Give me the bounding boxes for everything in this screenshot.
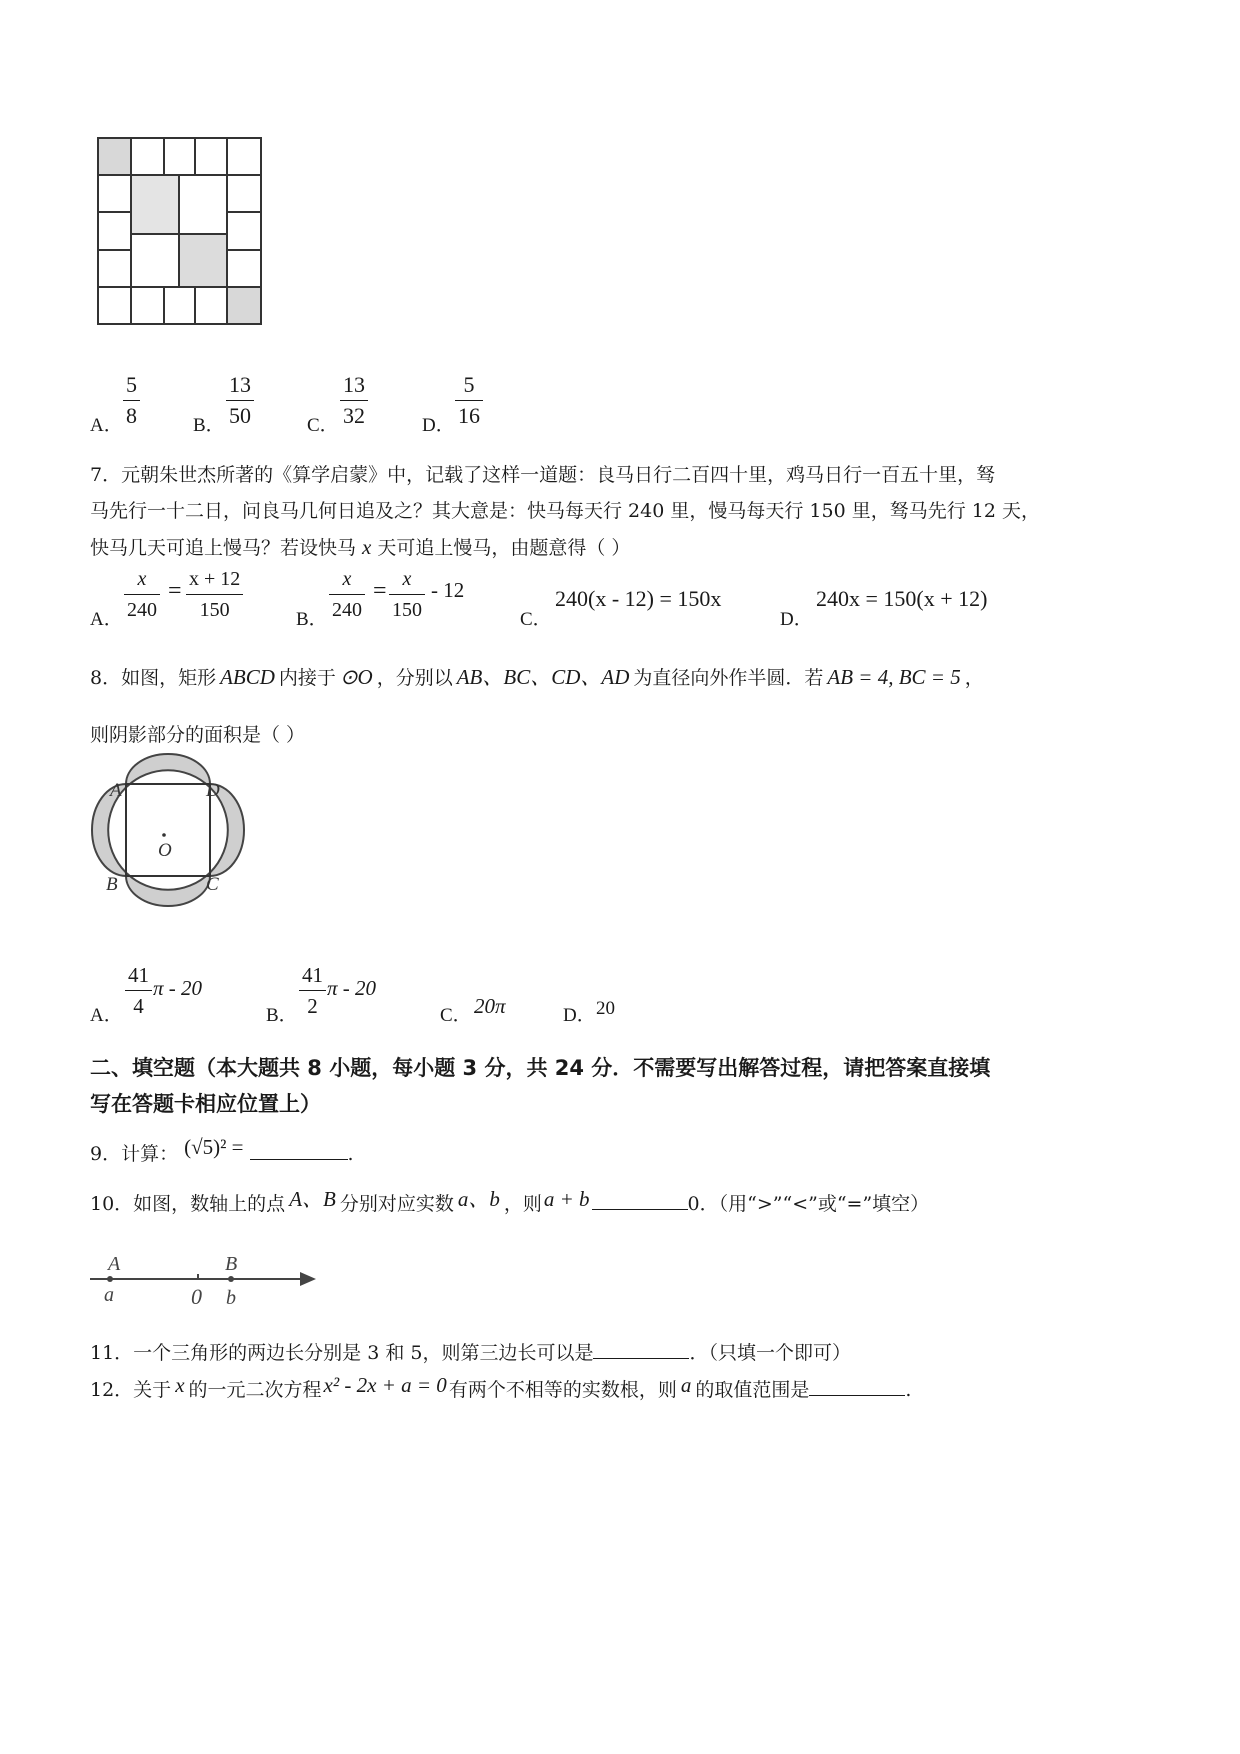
q10-points: A、B <box>289 1187 336 1211</box>
q12-after: 有两个不相等的实数根，则 <box>448 1379 677 1401</box>
q8-option-a-fraction <box>125 962 152 1019</box>
number-line-figure <box>88 1246 320 1312</box>
value-b-label: b <box>226 1287 236 1309</box>
q8-description: 为直径向外作半圆．若 <box>633 667 824 689</box>
numerator: 41 <box>302 963 323 987</box>
q9-line <box>90 1135 354 1167</box>
denominator: 150 <box>392 599 422 621</box>
q9-expression: (√5)² = <box>184 1135 244 1159</box>
point-b-label: B <box>225 1253 238 1275</box>
q12-middle: 的一元二次方程 <box>188 1379 322 1401</box>
q10-prefix: 10．如图，数轴上的点 <box>90 1193 286 1215</box>
denominator: 8 <box>126 403 137 428</box>
q7-line-3-b: 天可追上慢马，由题意得（ ） <box>377 537 631 559</box>
q6-option-c-label: C． <box>307 415 339 436</box>
q7-option-a-equals: = <box>168 578 182 604</box>
q8-sides: AB、BC、CD、AD <box>456 665 630 689</box>
q7-option-b-lhs <box>329 566 365 623</box>
denominator: 32 <box>343 403 365 428</box>
q8-middle: ，分别以 <box>376 667 453 689</box>
q7-option-a-label: A． <box>90 609 123 630</box>
numerator: 5 <box>463 372 475 397</box>
q7-option-c-expression: 240(x - 12) = 150x <box>555 586 722 611</box>
q12-line <box>90 1373 912 1403</box>
q8-line-2: 则阴影部分的面积是（ ） <box>90 724 306 746</box>
q6-option-d-fraction <box>455 372 483 429</box>
q12-dot: . <box>905 1379 912 1401</box>
q9-prefix: 9．计算： <box>90 1143 179 1165</box>
q7-option-d-expression: 240x = 150(x + 12) <box>816 586 988 611</box>
q10-variables: a、b <box>457 1187 500 1211</box>
q12-answer-blank[interactable] <box>809 1395 905 1396</box>
q9-answer-blank[interactable] <box>250 1159 348 1160</box>
point-d-label: D <box>206 780 220 801</box>
q12-equation: x² - 2x + a = 0 <box>323 1373 447 1397</box>
q8-option-a-tail: π - 20 <box>153 976 203 1000</box>
q7-option-b-label: B． <box>296 609 328 630</box>
q10-line <box>90 1187 930 1217</box>
q11-end: ．（只填一个即可） <box>689 1342 851 1364</box>
q7-option-c-label: C． <box>520 609 552 630</box>
q7-line-1: 7．元朝朱世杰所著的《算学启蒙》中，记载了这样一道题：良马日行二百四十里，鸡马日行一百五十里，驽 <box>90 464 996 486</box>
q7-option-d-label: D． <box>780 609 813 630</box>
q8-comma: ， <box>964 667 984 689</box>
grid-figure <box>96 136 266 330</box>
q8-option-c-expression: 20π <box>474 994 506 1018</box>
q10-middle: 分别对应实数 <box>339 1193 454 1215</box>
zero-label: 0 <box>191 1284 202 1309</box>
q12-variable-a: a <box>680 1373 692 1397</box>
q9-end: . <box>347 1143 354 1165</box>
q7-variable: x <box>362 535 372 559</box>
q12-variable: x <box>175 1373 185 1397</box>
q8-inscribed: 内接于 <box>278 667 336 689</box>
rectangle-semicircles-figure <box>88 752 248 924</box>
q7-option-b-equals: = <box>373 578 387 604</box>
q8-condition: AB = 4, BC = 5 <box>827 665 961 689</box>
q8-option-d-label: D． <box>563 1005 596 1026</box>
point-c-label: C <box>206 874 219 895</box>
q11-answer-blank[interactable] <box>593 1358 689 1359</box>
q6-option-a-label: A． <box>90 415 123 436</box>
section-2-heading-line-2: 写在答题卡相应位置上） <box>90 1092 321 1116</box>
denominator: 50 <box>229 403 251 428</box>
q10-end: 0．（用“>”“<”或“=”填空） <box>687 1193 930 1215</box>
numerator: x <box>137 568 147 590</box>
q6-option-a-fraction <box>123 372 140 429</box>
q6-option-b-fraction <box>226 372 254 429</box>
q7-option-a-lhs <box>124 566 160 623</box>
q8-option-c-label: C． <box>440 1005 472 1026</box>
point-a-label: A <box>110 780 122 801</box>
q7-line-2: 马先行一十二日，问良马几何日追及之？其大意是：快马每天行 240 里，慢马每天行 150 里，驽马先行 12 天， <box>90 500 1040 522</box>
numerator: 41 <box>128 963 149 987</box>
q8-option-d-expression: 20 <box>596 998 615 1019</box>
q12-prefix: 12．关于 <box>90 1379 172 1401</box>
section-2-heading-line-1: 二、填空题（本大题共 8 小题，每小题 3 分，共 24 分．不需要写出解答过程，请把答案直接填 <box>90 1056 991 1080</box>
denominator: 16 <box>458 403 480 428</box>
q8-option-b-tail: π - 20 <box>327 976 377 1000</box>
q10-then: ，则 <box>503 1193 542 1215</box>
q8-option-b-fraction <box>299 962 326 1019</box>
q10-answer-blank[interactable] <box>592 1209 688 1210</box>
denominator: 240 <box>332 599 362 621</box>
q8-circle: ⊙O <box>339 665 373 689</box>
q8-prefix: 8．如图，矩形 <box>90 667 217 689</box>
numerator: x <box>342 568 352 590</box>
q6-option-b-label: B． <box>193 415 225 436</box>
numerator: x <box>402 568 412 590</box>
numerator: x + 12 <box>189 568 241 590</box>
q7-line-3-a: 快马几天可追上慢马？若设快马 <box>90 537 357 559</box>
q11-text: 11．一个三角形的两边长分别是 3 和 5，则第三边长可以是 <box>90 1342 594 1364</box>
q7-option-b-tail: - 12 <box>431 578 465 602</box>
q6-option-c-fraction <box>340 372 368 429</box>
denominator: 240 <box>127 599 157 621</box>
q11-line <box>90 1340 851 1366</box>
denominator: 150 <box>199 599 230 621</box>
point-a-label: A <box>108 1253 121 1275</box>
q7-option-b-rhs <box>389 566 425 623</box>
denominator: 2 <box>307 994 318 1018</box>
numerator: 13 <box>343 372 365 397</box>
numerator: 13 <box>229 372 251 397</box>
q7-line-3 <box>90 534 630 561</box>
numerator: 5 <box>126 372 137 397</box>
q7-option-a-rhs <box>186 566 243 623</box>
q6-option-d-label: D． <box>422 415 455 436</box>
denominator: 4 <box>133 994 144 1018</box>
center-o-label: O <box>158 840 172 861</box>
value-a-label: a <box>104 1284 114 1306</box>
q8-option-a-label: A． <box>90 1005 123 1026</box>
q10-expression: a + b <box>543 1187 590 1211</box>
point-b-label: B <box>106 874 118 895</box>
q12-end: 的取值范围是 <box>695 1379 810 1401</box>
q8-line-1 <box>90 664 984 691</box>
q8-rectangle: ABCD <box>220 665 275 689</box>
q8-option-b-label: B． <box>266 1005 298 1026</box>
